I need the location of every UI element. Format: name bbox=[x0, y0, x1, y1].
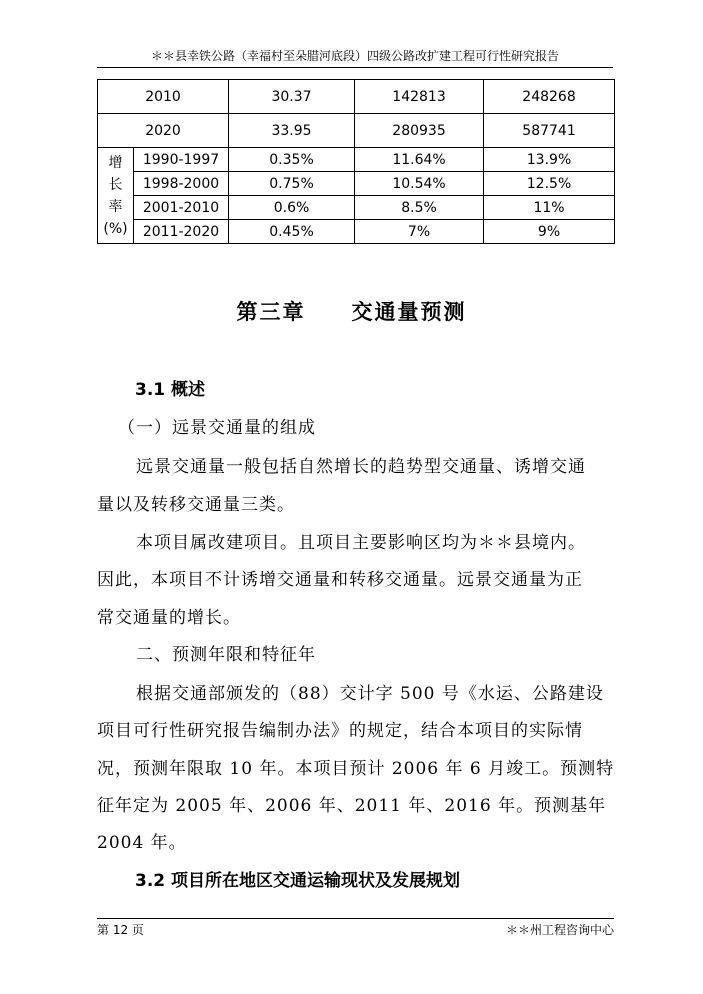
page-footer bbox=[97, 918, 614, 937]
table-cell: 11.64% bbox=[355, 148, 484, 172]
table-cell: 12.5% bbox=[484, 172, 615, 196]
table-cell-year: 2020 bbox=[98, 114, 229, 148]
table-row bbox=[98, 148, 615, 172]
paragraph-line: 况，预测年限取 10 年。本项目预计 2006 年 6 月竣工。预测特 bbox=[97, 759, 615, 779]
paragraph-line: 量以及转移交通量三类。 bbox=[97, 495, 295, 515]
table-row bbox=[98, 80, 615, 114]
table-cell: 280935 bbox=[355, 114, 484, 148]
paragraph-line: 征年定为 2005 年、2006 年、2011 年、2016 年。预测基年 bbox=[97, 796, 607, 816]
paragraph-line: 因此，本项目不计诱增交通量和转移交通量。远景交通量为正 bbox=[97, 570, 583, 590]
table-cell: 10.54% bbox=[355, 172, 484, 196]
section-heading-3-2: 3.2 项目所在地区交通运输现状及发展规划 bbox=[135, 871, 461, 891]
table-cell-year: 2010 bbox=[98, 80, 229, 114]
table-cell: 587741 bbox=[484, 114, 615, 148]
table-cell: 0.45% bbox=[229, 220, 355, 244]
table-cell-period: 1990-1997 bbox=[134, 148, 229, 172]
table-cell-period: 2001-2010 bbox=[134, 196, 229, 220]
page-header bbox=[97, 45, 613, 68]
paragraph-line: 远景交通量一般包括自然增长的趋势型交通量、诱增交通 bbox=[136, 457, 586, 477]
paragraph-line: 常交通量的增长。 bbox=[97, 608, 241, 628]
chapter-title: 第三章 交通量预测 bbox=[236, 299, 467, 324]
table-cell: 0.6% bbox=[229, 196, 355, 220]
table-row bbox=[98, 172, 615, 196]
table-cell: 11% bbox=[484, 196, 615, 220]
table-cell: 9% bbox=[484, 220, 615, 244]
section-heading-3-1: 3.1 概述 bbox=[135, 380, 206, 400]
footer-organization: ＊＊州工程咨询中心 bbox=[505, 923, 614, 937]
paragraph-line: 2004 年。 bbox=[97, 833, 187, 853]
table-cell: 0.75% bbox=[229, 172, 355, 196]
table-cell: 248268 bbox=[484, 80, 615, 114]
paragraph-line: 项目可行性研究报告编制办法》的规定，结合本项目的实际情 bbox=[97, 721, 583, 741]
subheading-composition: （一）远景交通量的组成 bbox=[118, 418, 316, 438]
table-row bbox=[98, 196, 615, 220]
table-cell: 7% bbox=[355, 220, 484, 244]
table-cell-period: 2011-2020 bbox=[134, 220, 229, 244]
table-cell: 33.95 bbox=[229, 114, 355, 148]
header-title: ＊＊县幸铁公路（幸福村至朵腊河底段）四级公路改扩建工程可行性研究报告 bbox=[150, 49, 559, 63]
table-cell: 0.35% bbox=[229, 148, 355, 172]
paragraph-line: 本项目属改建项目。且项目主要影响区均为＊＊县境内。 bbox=[136, 533, 586, 553]
table-cell: 13.9% bbox=[484, 148, 615, 172]
table-cell: 8.5% bbox=[355, 196, 484, 220]
table-cell: 30.37 bbox=[229, 80, 355, 114]
subheading-forecast-period: 二、预测年限和特征年 bbox=[136, 645, 316, 665]
table-cell-period: 1998-2000 bbox=[134, 172, 229, 196]
page-number: 第 12 页 bbox=[97, 923, 144, 937]
traffic-data-table bbox=[97, 79, 615, 244]
paragraph-line: 根据交通部颁发的（88）交计字 500 号《水运、公路建设 bbox=[136, 684, 604, 704]
table-cell: 142813 bbox=[355, 80, 484, 114]
growth-rate-label: 增 长 率 (%) bbox=[98, 148, 134, 244]
table-row bbox=[98, 114, 615, 148]
table-row bbox=[98, 220, 615, 244]
